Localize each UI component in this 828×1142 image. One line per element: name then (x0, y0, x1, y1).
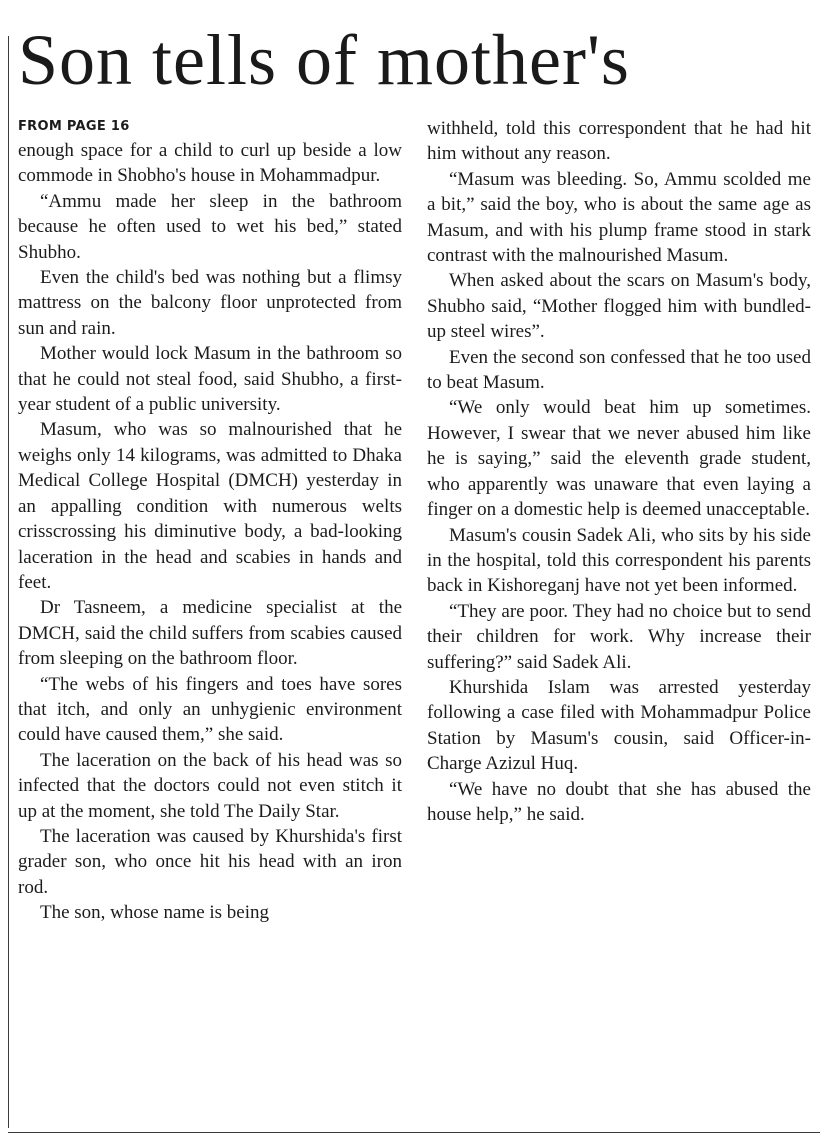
bottom-rule (8, 1132, 820, 1133)
paragraph: enough space for a child to curl up beside a low commode in Shobho's house in Mohammadpur. (18, 140, 402, 187)
paragraph: withheld, told this correspondent that he had hit him without any reason. (427, 118, 811, 165)
headline: Son tells of mother's (18, 20, 630, 100)
paragraph: The laceration was caused by Khurshida's first grader son, who once hit his head with an iron rod. (18, 825, 402, 898)
paragraph: When asked about the scars on Masum's body, Shubho said, “Mother flogged him with bundled-up steel wires”. (427, 270, 811, 343)
paragraph: Khurshida Islam was arrested yesterday following a case filed with Mohammadpur Police Station by Masum's cousin, said Officer-in-Charge Azizul Huq. (427, 676, 811, 775)
paragraph: “Ammu made her sleep in the bathroom because he often used to wet his bed,” stated Shubho. (18, 190, 402, 263)
paragraph: “We only would beat him up sometimes. However, I swear that we never abused him like he is saying,” said the eleventh grade student, who apparently was unaware that even laying a finger on a domestic help is deemed unacceptable. (427, 397, 811, 521)
paragraph: The laceration on the back of his head was so infected that the doctors could not even stitch it up at the moment, she told The Daily Star. (18, 749, 402, 822)
paragraph: Even the child's bed was nothing but a flimsy mattress on the balcony floor unprotected from sun and rain. (18, 267, 402, 339)
paragraph: “We have no doubt that she has abused the house help,” he said. (427, 778, 811, 825)
paragraph: Masum, who was so malnourished that he weighs only 14 kilograms, was admitted to Dhaka Medical College Hospital (DMCH) yesterday in an appalling condition with numerous welts crisscrossing his diminutive body, a bad-looking laceration in the head and scabies in hands and feet. (18, 419, 402, 593)
paragraph: Masum's cousin Sadek Ali, who sits by his side in the hospital, told this correspondent his parents back in Kishoreganj have not yet been informed. (427, 524, 811, 597)
paragraph: Even the second son confessed that he too used to beat Masum. (427, 346, 811, 394)
paragraph: “They are poor. They had no choice but to send their children for work. Why increase their suffering?” said Sadek Ali. (427, 600, 811, 673)
jump-kicker: FROM PAGE 16 (18, 119, 130, 134)
column-rule (8, 36, 9, 1128)
paragraph: “The webs of his fingers and toes have sores that itch, and only an unhygienic environment could have caused them,” she said. (18, 673, 402, 746)
article-column-left (18, 116, 402, 926)
paragraph: Dr Tasneem, a medicine specialist at the DMCH, said the child suffers from scabies caused from sleeping on the bathroom floor. (18, 597, 402, 670)
article-column-right (427, 116, 811, 827)
paragraph: The son, whose name is being (40, 902, 270, 924)
paragraph: Mother would lock Masum in the bathroom so that he could not steal food, said Shubho, a first-year student of a public university. (18, 343, 402, 416)
paragraph: “Masum was bleeding. So, Ammu scolded me a bit,” said the boy, who is about the same age as Masum, and with his plump frame stood in stark contrast with the malnourished Masum. (427, 168, 811, 267)
